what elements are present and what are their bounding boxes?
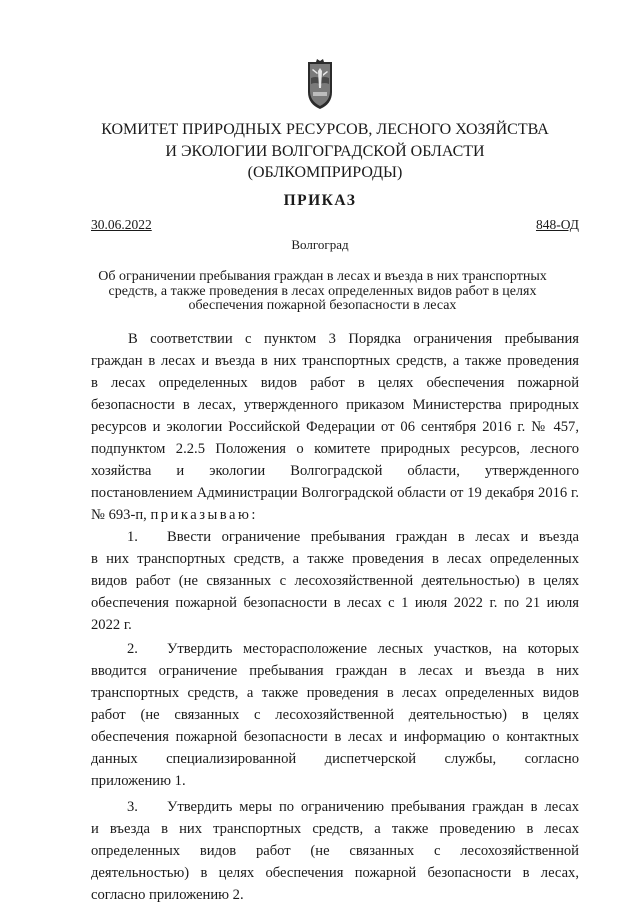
document-city: Волгоград	[291, 237, 349, 252]
subject-line: обеспечения пожарной безопасности в лесах	[188, 298, 457, 313]
item-line: видов работ (не связанных с лесохозяйственной деятельностью) в целях	[91, 573, 579, 589]
document-subject	[80, 270, 565, 314]
coat-of-arms-icon	[303, 58, 337, 110]
item-line: деятельностью) в целях обеспечения пожарной безопасности в лесах,	[91, 865, 579, 881]
item-text: Утвердить месторасположение лесных участков, на которых	[167, 641, 579, 657]
item-number: 1.	[127, 529, 138, 545]
body-line: граждан в лесах и въезда в них транспортных средств, а также проведения	[91, 353, 579, 369]
item-line: приложению 1.	[91, 773, 186, 789]
body-line: ресурсов и экологии Российской Федерации от 06 сентября 2016 г. № 457,	[91, 419, 579, 435]
item-line: транспортных средств, а также проведения в лесах определенных видов	[91, 685, 579, 701]
intro-tail: № 693-п,	[91, 507, 147, 523]
subject-line: средств, а также проведения в лесах определенных видов работ в целях	[108, 283, 537, 299]
item-line: 2022 г.	[91, 617, 132, 633]
body-line-last	[91, 506, 579, 524]
org-line: КОМИТЕТ ПРИРОДНЫХ РЕСУРСОВ, ЛЕСНОГО ХОЗЯЙСТВА	[101, 121, 549, 138]
item-number: 3.	[127, 799, 138, 815]
organization-name	[60, 119, 590, 184]
item-line: обеспечения пожарной безопасности в лесах и информацию о контактных	[91, 729, 579, 745]
document-number: 848-ОД	[535, 217, 579, 232]
subject-line: Об ограничении пребывания граждан в лесах и въезда в них транспортных	[98, 269, 547, 284]
order-word: приказываю:	[150, 507, 258, 523]
item-line: данных специализированной диспетчерской службы, согласно	[91, 751, 579, 767]
item-line: работ (не связанных с лесохозяйственной деятельностью) в целях	[91, 707, 579, 723]
item-line	[91, 798, 579, 816]
body-line: безопасности в лесах, утвержденного приказом Министерства природных	[91, 397, 579, 413]
item-number: 2.	[127, 641, 138, 657]
item-line: определенных видов работ (не связанных с лесохозяйственной	[91, 843, 579, 859]
item-line: в них транспортных средств, а также проведения в лесах определенных	[91, 551, 579, 567]
item-text: Ввести ограничение пребывания граждан в лесах и въезда	[167, 529, 579, 545]
document-type: ПРИКАЗ	[283, 192, 357, 209]
item-line: обеспечения пожарной безопасности в лесах с 1 июля 2022 г. по 21 июля	[91, 595, 579, 611]
item-line: вводится ограничение пребывания граждан в лесах и въезда в них	[91, 663, 579, 679]
body-line: в лесах определенных видов работ в целях обеспечения пожарной	[91, 375, 579, 391]
body-line: постановлением Администрации Волгоградской области от 19 декабря 2016 г.	[91, 485, 579, 501]
body-line: хозяйства и экологии Волгоградской области, утвержденного	[91, 463, 579, 479]
item-line: и въезда в них транспортных средств, а также проведению в лесах	[91, 821, 579, 837]
item-line: согласно приложению 2.	[91, 887, 244, 903]
item-line	[91, 528, 579, 546]
org-line: (ОБЛКОМПРИРОДЫ)	[247, 164, 403, 181]
item-text: Утвердить меры по ограничению пребывания граждан в лесах	[167, 799, 579, 815]
org-line: И ЭКОЛОГИИ ВОЛГОГРАДСКОЙ ОБЛАСТИ	[165, 142, 485, 160]
document-date: 30.06.2022	[91, 217, 152, 232]
body-line: подпунктом 2.2.5 Положения о комитете природных ресурсов, лесного	[91, 441, 579, 457]
item-line	[91, 640, 579, 658]
body-line: В соответствии с пунктом 3 Порядка ограничения пребывания	[128, 331, 579, 347]
